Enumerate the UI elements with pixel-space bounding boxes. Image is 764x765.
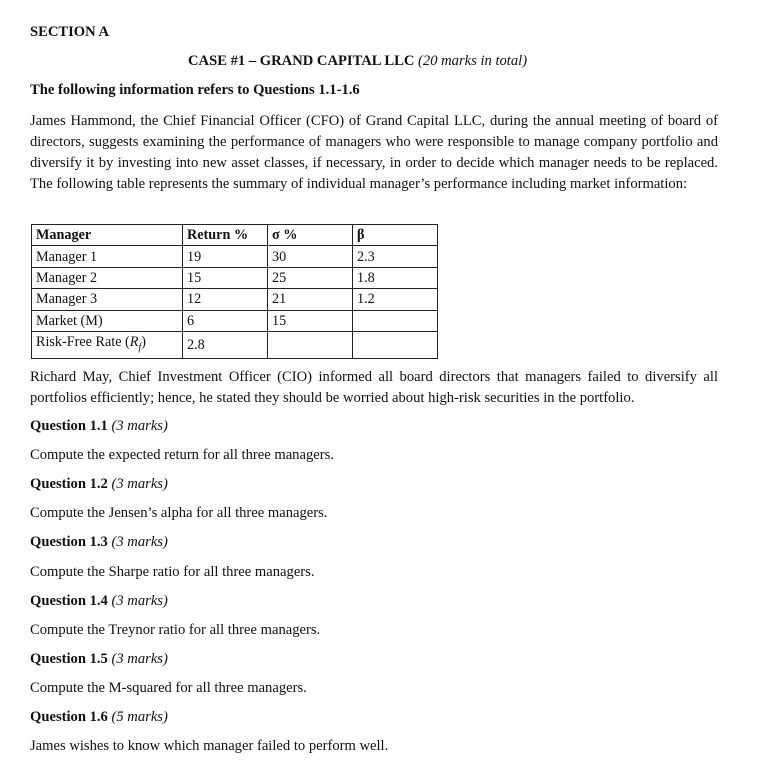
table-cell-empty — [268, 331, 353, 358]
table-cell: 15 — [183, 267, 268, 288]
performance-table — [31, 224, 438, 359]
question-text: Compute the Jensen’s alpha for all three managers. — [30, 505, 328, 521]
table-cell: 25 — [268, 267, 353, 288]
section-title: SECTION A — [30, 24, 110, 40]
table-cell: 30 — [268, 246, 353, 267]
table-cell: 6 — [183, 310, 268, 331]
question-heading: Question 1.4 (3 marks) — [30, 593, 168, 609]
question-heading: Question 1.5 (3 marks) — [30, 651, 168, 667]
header-manager: Manager — [32, 225, 183, 246]
table-cell: 19 — [183, 246, 268, 267]
paragraph-intro: James Hammond, the Chief Financial Officer (CFO) of Grand Capital LLC, during the annual meeting of board of directors, suggests examining the performance of managers who were responsible to manage company portfolio and diversify it by investing into new asset classes, if necessary, in order to decide which manager needs to be replaced. The following table represents the summary of individual manager’s performance including market information: — [30, 113, 718, 192]
case-title — [188, 53, 527, 70]
paragraph-cio: Richard May, Chief Investment Officer (CIO) informed all board directors that managers failed to diversify all portfolios efficiently; hence, he stated they should be worried about high-risk securities in the portfolio. — [30, 369, 718, 406]
table-cell: Manager 3 — [32, 289, 183, 310]
table-row — [32, 310, 438, 331]
table-cell-empty — [353, 331, 438, 358]
question-text: Compute the Treynor ratio for all three managers. — [30, 622, 321, 638]
question-heading: Question 1.6 (5 marks) — [30, 709, 168, 725]
table-row — [32, 246, 438, 267]
question-text: Compute the M-squared for all three managers. — [30, 680, 307, 696]
table-cell: 1.8 — [353, 267, 438, 288]
intro-heading: The following information refers to Questions 1.1-1.6 — [30, 82, 360, 98]
question-text: James wishes to know which manager failed to perform well. — [30, 738, 389, 754]
riskfree-value: 2.8 — [183, 331, 268, 358]
header-beta: β — [353, 225, 438, 246]
table-cell: 15 — [268, 310, 353, 331]
table-cell: 1.2 — [353, 289, 438, 310]
table-row — [32, 289, 438, 310]
question-heading: Question 1.3 (3 marks) — [30, 534, 168, 550]
table-row-riskfree — [32, 331, 438, 358]
table-row — [32, 267, 438, 288]
table-cell: 2.3 — [353, 246, 438, 267]
table-cell: 12 — [183, 289, 268, 310]
question-text: Compute the Sharpe ratio for all three managers. — [30, 564, 315, 580]
table-cell: 21 — [268, 289, 353, 310]
table-header-row — [32, 225, 438, 246]
table-cell: Manager 2 — [32, 267, 183, 288]
table-cell: Manager 1 — [32, 246, 183, 267]
header-return: Return % — [183, 225, 268, 246]
table-cell: Market (M) — [32, 310, 183, 331]
header-sigma: σ % — [268, 225, 353, 246]
case-marks: (20 marks in total) — [418, 53, 528, 69]
question-heading: Question 1.2 (3 marks) — [30, 476, 168, 492]
question-heading: Question 1.1 (3 marks) — [30, 418, 168, 434]
table-cell — [353, 310, 438, 331]
question-text: Compute the expected return for all three managers. — [30, 447, 334, 463]
case-name: CASE #1 – GRAND CAPITAL LLC — [188, 53, 415, 69]
riskfree-label: Risk-Free Rate $(R_f)$ — [32, 331, 183, 358]
